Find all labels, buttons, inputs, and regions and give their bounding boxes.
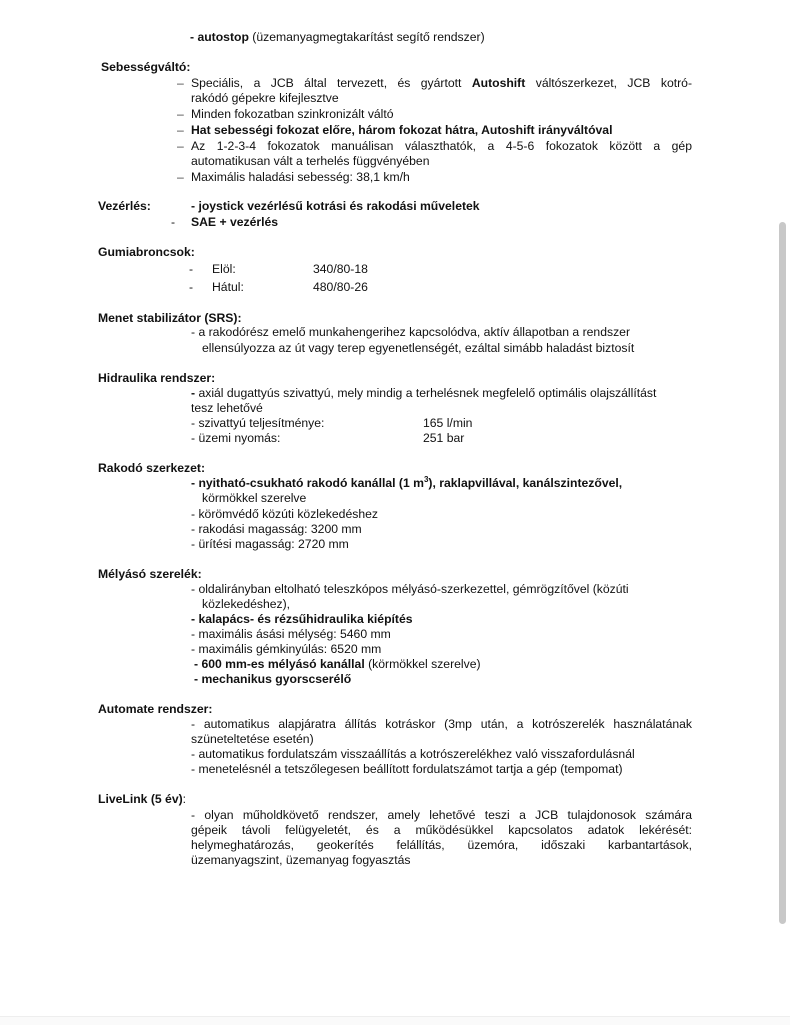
loader-line-3: - körömvédő közúti közlekedéshez (191, 507, 378, 521)
gearbox-item-1-text: Speciális, a JCB által tervezett, és gyártott (191, 76, 472, 90)
gearbox-item-4: Az 1-2-3-4 fokozatok manuálisan választhatók, a 4-5-6 fokozatok között a gép (191, 139, 692, 153)
pump-capacity-label: - szivattyú teljesítménye: (191, 416, 325, 430)
tyre-rear-value: 480/80-26 (313, 280, 368, 294)
backhoe-line-7: - mechanikus gyorscserélő (194, 672, 352, 686)
control-item-2: SAE + vezérlés (191, 215, 279, 229)
gearbox-item-1-cont: rakódó gépekre kifejlesztve (191, 91, 339, 105)
bullet-dash: - (171, 215, 176, 229)
loader-line-5: - ürítési magasság: 2720 mm (191, 537, 349, 551)
livelink-line-1: - olyan műholdkövető rendszer, amely lehetővé teszi a JCB tulajdonosok számára (191, 808, 692, 822)
gearbox-item-2: Minden fokozatban szinkronizált váltó (191, 107, 394, 121)
bullet-dash: - (191, 386, 196, 400)
livelink-line-2: gépeik távoli felügyeletét, és a működésükkel kapcsolatos adatok lekérését: (191, 823, 692, 837)
hydraulics-line-2: tesz lehetővé (191, 401, 263, 415)
backhoe-line-3: - kalapács- és rézsűhidraulika kiépítés (191, 612, 413, 626)
srs-line-1: - a rakodórész emelő munkahengerihez kapcsolódva, aktív állapotban a rendszer (191, 325, 630, 339)
backhoe-line-6 (194, 657, 481, 672)
autostop-label: - autostop (190, 30, 249, 44)
srs-line-2: ellensúlyozza az út vagy terep egyenetlenségét, ezáltal simább haladást biztosít (202, 341, 635, 355)
section-heading-tyres: Gumiabroncsok: (98, 245, 195, 259)
backhoe-line-1: - oldalirányban eltolható teleszkópos mélyásó-szerkezettel, gémrögzítővel (közúti (191, 582, 629, 596)
bullet-dash: – (177, 76, 184, 90)
gearbox-item-5: Maximális haladási sebesség: 38,1 km/h (191, 170, 410, 184)
gearbox-item-3: Hat sebességi fokozat előre, három fokozat hátra, Autoshift irányváltóval (191, 123, 613, 137)
vertical-scrollbar[interactable] (779, 222, 786, 924)
bullet-dash: – (177, 107, 184, 121)
control-item-1: - joystick vezérlésű kotrási és rakodási műveletek (191, 199, 480, 213)
section-heading-gearbox: Sebességváltó: (101, 60, 191, 74)
loader-line-1-text: - nyitható-csukható rakodó kanállal (1 m (191, 476, 424, 490)
backhoe-line-6-bold: - 600 mm-es mélyásó kanállal (194, 657, 365, 671)
automate-line-3: - automatikus fordulatszám visszaállítás a kotrószerelékhez való visszafordulásnál (191, 747, 635, 761)
bullet-dash: - (189, 280, 194, 294)
cubic-superscript: 3 (423, 474, 429, 484)
loader-line-2: körmökkel szerelve (202, 491, 307, 505)
operating-pressure-label: - üzemi nyomás: (191, 431, 281, 445)
automate-line-2: szüneteltetése esetén) (191, 732, 314, 746)
section-heading-livelink (98, 792, 186, 807)
hydraulics-line-1 (191, 386, 656, 401)
automate-line-4: - menetelésnél a tetszőlegesen beállított fordulatszámot tartja a gép (tempomat) (191, 762, 623, 776)
section-heading-automate: Automate rendszer: (98, 702, 213, 716)
gearbox-item-4-cont: automatikusan vált a terhelés függvényében (191, 154, 430, 168)
backhoe-line-4: - maximális ásási mélység: 5460 mm (191, 627, 391, 641)
loader-line-1-tail: ), raklapvillával, kanálszintezővel, (428, 476, 623, 490)
operating-pressure-value: 251 bar (423, 431, 465, 445)
section-heading-control: Vezérlés: (98, 199, 151, 213)
autostop-line (190, 30, 485, 45)
livelink-colon: : (182, 792, 187, 806)
livelink-line-4: üzemanyagszint, üzemanyag fogyasztás (191, 853, 411, 867)
section-heading-backhoe: Mélyásó szerelék: (98, 567, 202, 581)
gearbox-item-1 (191, 76, 692, 91)
backhoe-line-6-text: (körmökkel szerelve) (364, 657, 481, 671)
gearbox-item-1-tail: váltószerkezet, JCB kotró- (525, 76, 692, 90)
bullet-dash: – (177, 170, 184, 184)
bullet-dash: – (177, 123, 184, 137)
livelink-line-3: helymeghatározás, geokerítés felállítás, üzemóra, időszaki karbantartások, (191, 838, 692, 852)
bullet-dash: - (189, 262, 194, 276)
tyre-front-value: 340/80-18 (313, 262, 368, 276)
tyre-rear-label: Hátul: (212, 280, 244, 294)
loader-line-1 (191, 476, 622, 491)
backhoe-line-2: közlekedéshez), (202, 597, 291, 611)
bullet-dash: – (177, 139, 184, 153)
hydraulics-line-1-text: axiál dugattyús szivattyú, mely mindig a terhelésnek megfelelő optimális olajszállítást (195, 386, 657, 400)
gearbox-item-1-bold: Autoshift (471, 76, 526, 90)
automate-line-1: - automatikus alapjáratra állítás kotráskor (3mp után, a kotrószerelék használatának (191, 717, 692, 731)
section-heading-loader: Rakodó szerkezet: (98, 461, 206, 475)
tyre-front-label: Elöl: (212, 262, 236, 276)
autostop-desc: (üzemanyagmegtakarítást segítő rendszer) (248, 30, 485, 44)
loader-line-4: - rakodási magasság: 3200 mm (191, 522, 362, 536)
section-heading-srs: Menet stabilizátor (SRS): (98, 311, 242, 325)
backhoe-line-5: - maximális gémkinyúlás: 6520 mm (191, 642, 382, 656)
section-heading-hydraulics: Hidraulika rendszer: (98, 371, 216, 385)
pump-capacity-value: 165 l/min (423, 416, 473, 430)
livelink-heading-text: LiveLink (5 év) (98, 792, 183, 806)
